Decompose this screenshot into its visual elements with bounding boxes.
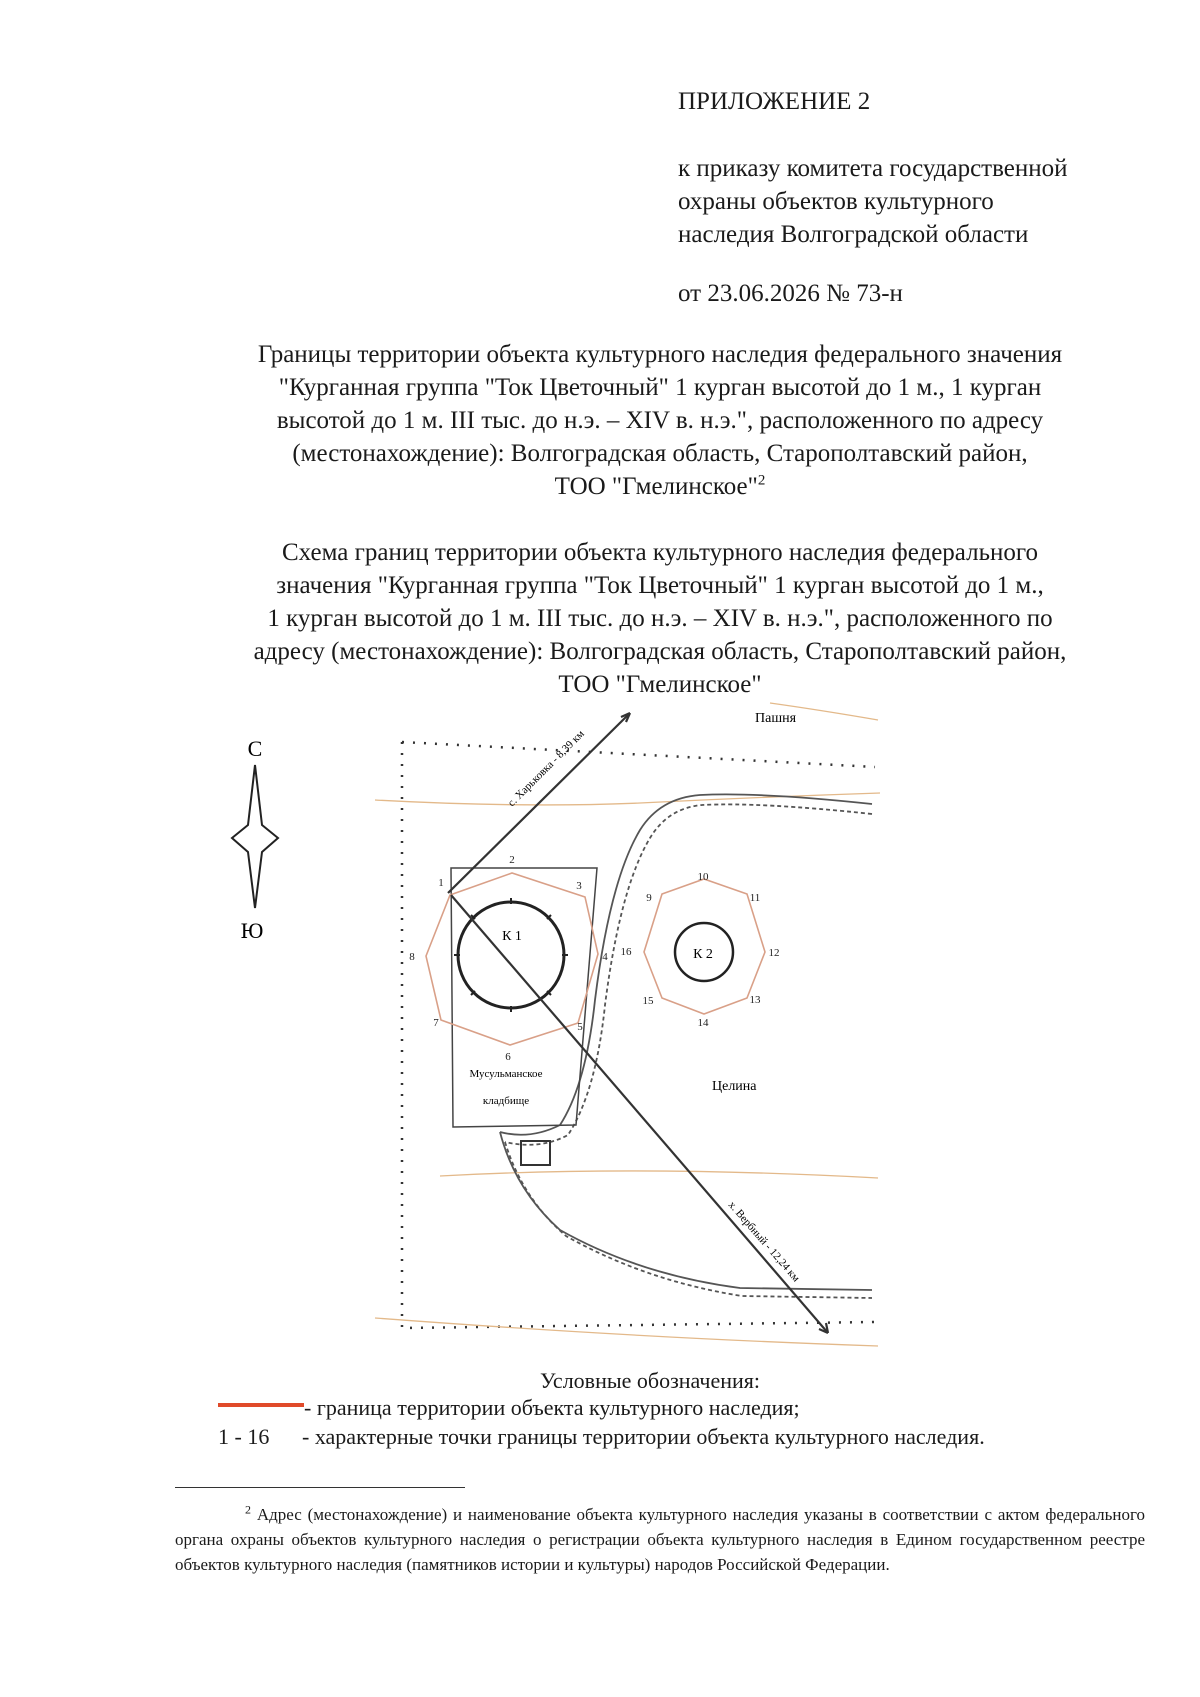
point-label: 16 [620,946,632,958]
contour-lines [375,703,880,1346]
title-line: высотой до 1 м. III тыс. до н.э. – XIV в. н.э.", расположенного по адресу [276,407,1044,434]
appendix-heading: ПРИЛОЖЕНИЕ 2 [678,88,871,115]
point-label: 7 [433,1017,439,1029]
title-line: Границы территории объекта культурного наследия федерального значения [257,341,1063,368]
kurgan-2-label: К 2 [693,947,713,962]
legend-boundary-text: - граница территории объекта культурного наследия; [304,1395,800,1420]
road [500,794,872,1298]
title-line: "Курганная группа "Ток Цветочный" 1 курган высотой до 1 м., 1 курган [278,374,1042,401]
order-line: к приказу комитета государственной [678,155,1068,182]
order-date: от 23.06.2026 № 73-н [678,280,903,307]
title-line-text: ТОО "Гмелинское" [554,473,758,500]
compass-icon [232,736,278,943]
map-frame [402,742,875,1328]
point-label: 8 [409,951,415,963]
point-label: 10 [697,871,709,883]
kurgan-2 [675,923,733,981]
compass-south-label: Ю [240,918,264,943]
point-label: 2 [509,854,515,866]
footnote-ref[interactable]: 2 [757,472,766,489]
road-label-verbny: х. Вербный - 12,24 км [725,1199,803,1285]
road-label-kharkovka: с. Харьковка - 8,39 км [505,727,587,810]
point-label: 15 [642,995,654,1007]
title-line: значения "Курганная группа "Ток Цветочный" 1 курган высотой до 1 м., [276,572,1044,599]
kurgan-1 [454,898,568,1012]
order-line: наследия Волгоградской области [678,221,1029,248]
title-line: ТОО "Гмелинское" [558,671,762,698]
point-label: 13 [749,994,761,1006]
cemetery-fence [451,868,597,1127]
title-line: адресу (местонахождение): Волгоградская область, Старополтавский район, [253,638,1067,665]
legend-points-range: 1 - 16 [218,1424,270,1449]
title-line: Схема границ территории объекта культурного наследия федерального [281,539,1039,566]
cemetery-label-1: Мусульманское [469,1068,543,1080]
legend-points-text: - характерные точки границы территории объекта культурного наследия. [302,1424,985,1449]
footnote-divider [175,1487,465,1488]
point-label: 3 [576,880,582,892]
footnote-mark: 2 [245,1502,251,1517]
point-label: 14 [697,1017,709,1029]
point-label: 4 [602,951,608,963]
title-line: 1 курган высотой до 1 м. III тыс. до н.э. – XIV в. н.э.", расположенного по [267,605,1053,632]
legend-boundary-swatch [218,1403,304,1407]
point-label: 5 [577,1021,583,1033]
legend-title: Условные обозначения: [540,1368,761,1393]
field-label: Пашня [755,711,797,726]
cemetery-label-2: кладбище [482,1095,530,1107]
point-label: 1 [438,877,444,889]
virgin-land-label: Целина [712,1079,757,1094]
point-label: 9 [646,892,652,904]
order-line: охраны объектов культурного [678,188,994,215]
point-label: 6 [505,1051,511,1063]
footnote [175,1502,1145,1577]
title-line: (местонахождение): Волгоградская область, Старополтавский район, [292,440,1028,467]
kurgan-1-label: К 1 [502,929,522,944]
footnote-text: Адрес (местонахождение) и наименование объекта культурного наследия указаны в соответствии с актом федерального органа охраны объектов культурного наследия о регистрации объекта культурного наследия в Едином государственном реестре объектов культурного наследия (памятников истории и культуры) народов Российской Федерации. [175,1505,1145,1574]
point-label: 11 [749,892,761,904]
compass-north-label: С [247,736,263,761]
point-label: 12 [768,947,780,959]
